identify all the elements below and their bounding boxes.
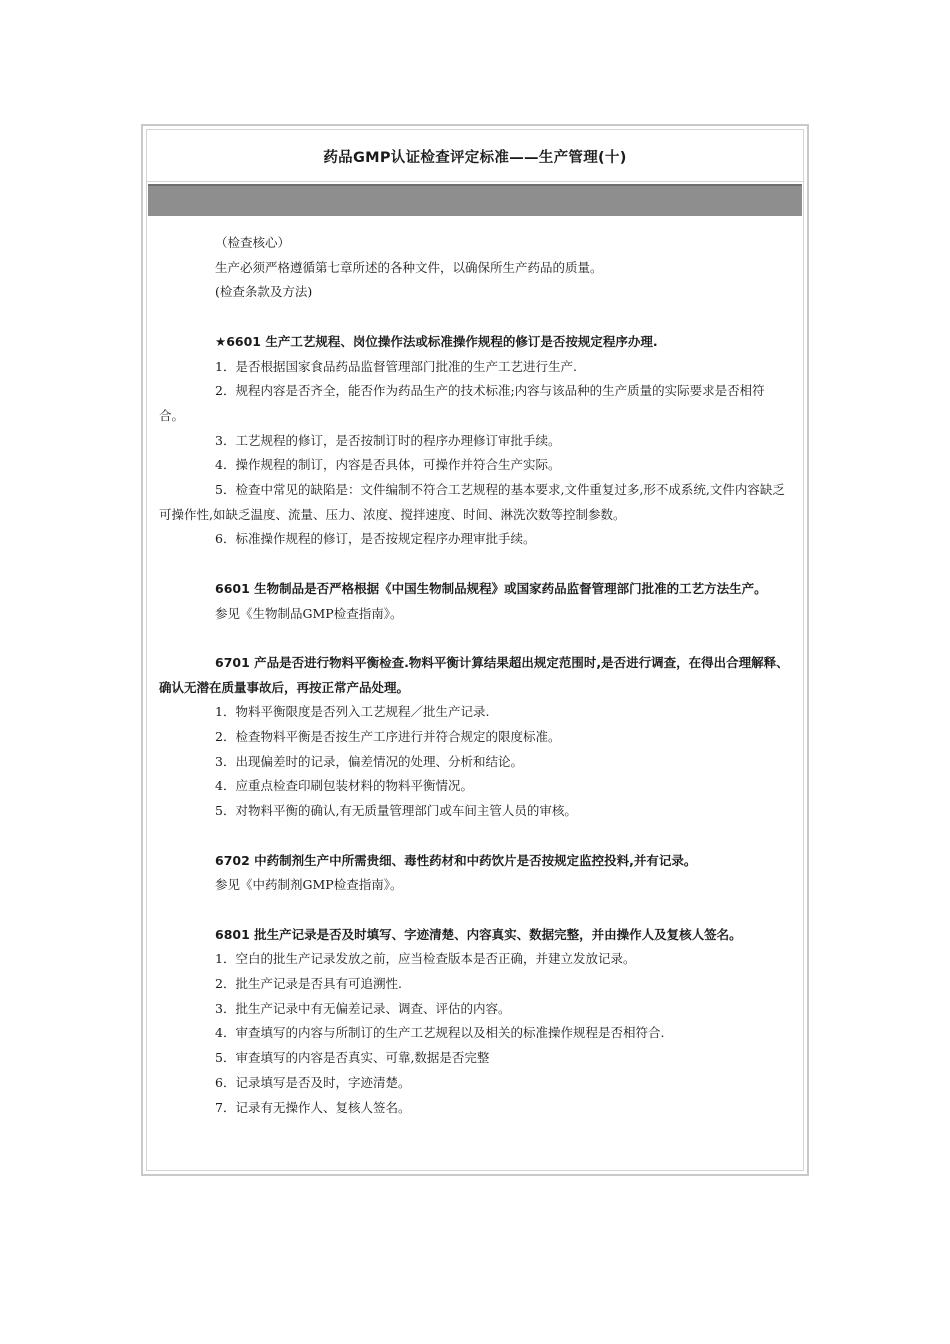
- section-item: 5．检查中常见的缺陷是：文件编制不符合工艺规程的基本要求,文件重复过多,形不成系统,文件内容缺乏可操作性,如缺乏温度、流量、压力、浓度、搅拌速度、时间、淋洗次数等控制参数。: [159, 482, 785, 522]
- section-item: 2．规程内容是否齐全，能否作为药品生产的技术标准;内容与该品种的生产质量的实际要求是否相符合。: [159, 383, 765, 423]
- section-item: 1．物料平衡限度是否列入工艺规程／批生产记录.: [215, 704, 490, 720]
- core-heading: （检查核心）: [215, 235, 291, 250]
- header-gray-bar: [148, 184, 802, 216]
- section-item: 3．批生产记录中有无偏差记录、调查、评估的内容。: [215, 1000, 511, 1016]
- section-item: 6．标准操作规程的修订，是否按规定程序办理审批手续。: [215, 531, 536, 547]
- section-item: 2．检查物料平衡是否按生产工序进行并符合规定的限度标准。: [215, 729, 561, 745]
- document-frame: [141, 124, 809, 1176]
- section-item: 参见《生物制品GMP检查指南》。: [215, 605, 403, 621]
- section-item: 5．对物料平衡的确认,有无质量管理部门或车间主管人员的审核。: [215, 803, 577, 819]
- section-item: 6．记录填写是否及时，字迹清楚。: [215, 1074, 411, 1090]
- section-heading: 6601 生物制品是否严格根据《中国生物制品规程》或国家药品监督管理部门批准的工艺方法生产。: [215, 580, 767, 596]
- section-item: 2．批生产记录是否具有可追溯性.: [215, 976, 402, 992]
- section-item: 4．审查填写的内容与所制订的生产工艺规程以及相关的标准操作规程是否相符合.: [215, 1025, 665, 1041]
- section-heading: ★6601 生产工艺规程、岗位操作法或标准操作规程的修订是否按规定程序办理.: [215, 333, 658, 349]
- document-body: [159, 231, 789, 1120]
- section-item: 参见《中药制剂GMP检查指南》。: [215, 877, 403, 893]
- section-heading: 6702 中药制剂生产中所需贵细、毒性药材和中药饮片是否按规定监控投料,并有记录。: [215, 852, 697, 868]
- section-heading: 6701 产品是否进行物料平衡检查.物料平衡计算结果超出规定范围时,是否进行调查，在得出合理解释、确认无潜在质量事故后，再按正常产品处理。: [159, 654, 789, 695]
- section-item: 7．记录有无操作人、复核人签名。: [215, 1099, 411, 1115]
- section-item: 3．工艺规程的修订，是否按制订时的程序办理修订审批手续。: [215, 432, 561, 448]
- section-item: 1．是否根据国家食品药品监督管理部门批准的生产工艺进行生产.: [215, 358, 577, 374]
- title-cell: [147, 130, 803, 182]
- section-item: 4．应重点检查印刷包装材料的物料平衡情况。: [215, 778, 473, 794]
- document-table: [146, 129, 804, 1171]
- page-title: 药品GMP认证检查评定标准——生产管理(十): [323, 150, 627, 166]
- section-item: 1．空白的批生产记录发放之前，应当检查版本是否正确，并建立发放记录。: [215, 951, 636, 967]
- section-item: 5．审查填写的内容是否真实、可靠,数据是否完整: [215, 1050, 490, 1066]
- core-text: 生产必须严格遵循第七章所述的各种文件，以确保所生产药品的质量。: [215, 259, 603, 275]
- section-item: 3．出现偏差时的记录，偏差情况的处理、分析和结论。: [215, 753, 523, 769]
- section-heading: 6801 批生产记录是否及时填写、字迹清楚、内容真实、数据完整，并由操作人及复核人签名。: [215, 926, 742, 942]
- method-heading: (检查条款及方法): [215, 284, 313, 300]
- section-item: 4．操作规程的制订，内容是否具体，可操作并符合生产实际。: [215, 457, 561, 473]
